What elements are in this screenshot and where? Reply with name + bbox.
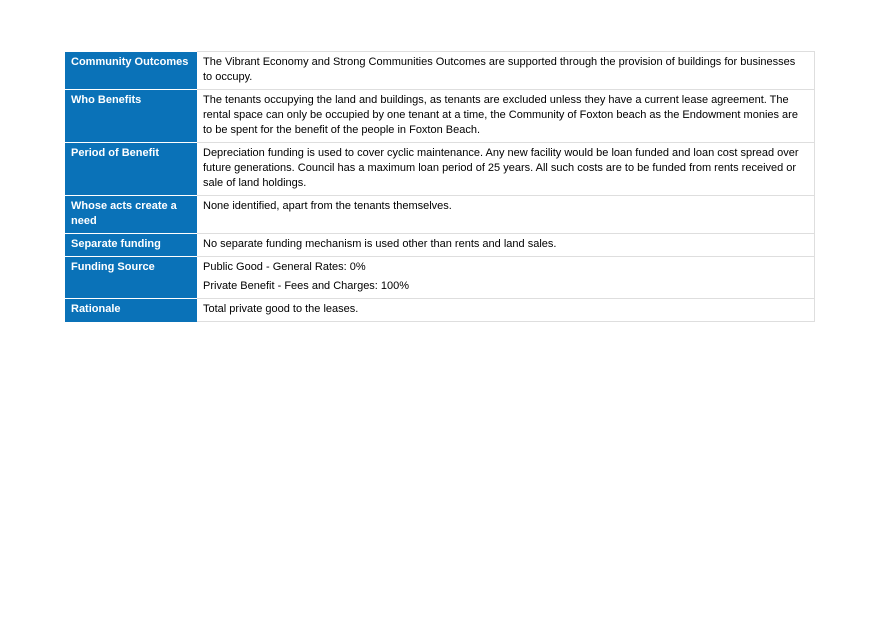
row-value-text: The tenants occupying the land and buildings, as tenants are excluded unless they have a current lease agreement. The rental space can only be occupied by one tenant at a time, the Community of Foxton beach as the Endowment monies are to be spent for the benefit of the people in Foxton Beach. [203, 94, 798, 136]
table-row-period-of-benefit [65, 143, 814, 196]
row-value-text: Depreciation funding is used to cover cyclic maintenance. Any new facility would be loan funded and loan cost spread over future generations. Council has a maximum loan period of 25 years. All such costs are to be funded from rents received or sale of land holdings. [203, 147, 799, 189]
row-value-text: No separate funding mechanism is used other than rents and land sales. [203, 238, 557, 250]
row-value [197, 143, 814, 196]
funding-policy-table [65, 51, 815, 322]
table-row-who-benefits [65, 90, 814, 143]
row-value-text: None identified, apart from the tenants themselves. [203, 200, 452, 212]
row-label: Who Benefits [65, 90, 197, 143]
row-label: Separate funding [65, 234, 197, 257]
table-row-funding-source [65, 257, 814, 299]
row-value [197, 234, 814, 257]
row-value-text: The Vibrant Economy and Strong Communities Outcomes are supported through the provision of buildings for businesses to occupy. [203, 56, 796, 83]
row-value [197, 52, 814, 90]
row-label: Community Outcomes [65, 52, 197, 90]
row-label: Whose acts create a need [65, 196, 197, 234]
row-value-text: Private Benefit - Fees and Charges: 100% [203, 280, 410, 292]
row-value [197, 196, 814, 234]
row-label: Rationale [65, 299, 197, 322]
row-value [197, 257, 814, 299]
row-value-text: Total private good to the leases. [203, 303, 359, 315]
row-label: Period of Benefit [65, 143, 197, 196]
table-row-separate-funding [65, 234, 814, 257]
row-value [197, 90, 814, 143]
table-row-rationale [65, 299, 814, 322]
table-row-whose-acts [65, 196, 814, 234]
row-value-text: Public Good - General Rates: 0% [203, 261, 366, 273]
row-label: Funding Source [65, 257, 197, 299]
table-row-community-outcomes [65, 52, 814, 90]
row-value [197, 299, 814, 322]
